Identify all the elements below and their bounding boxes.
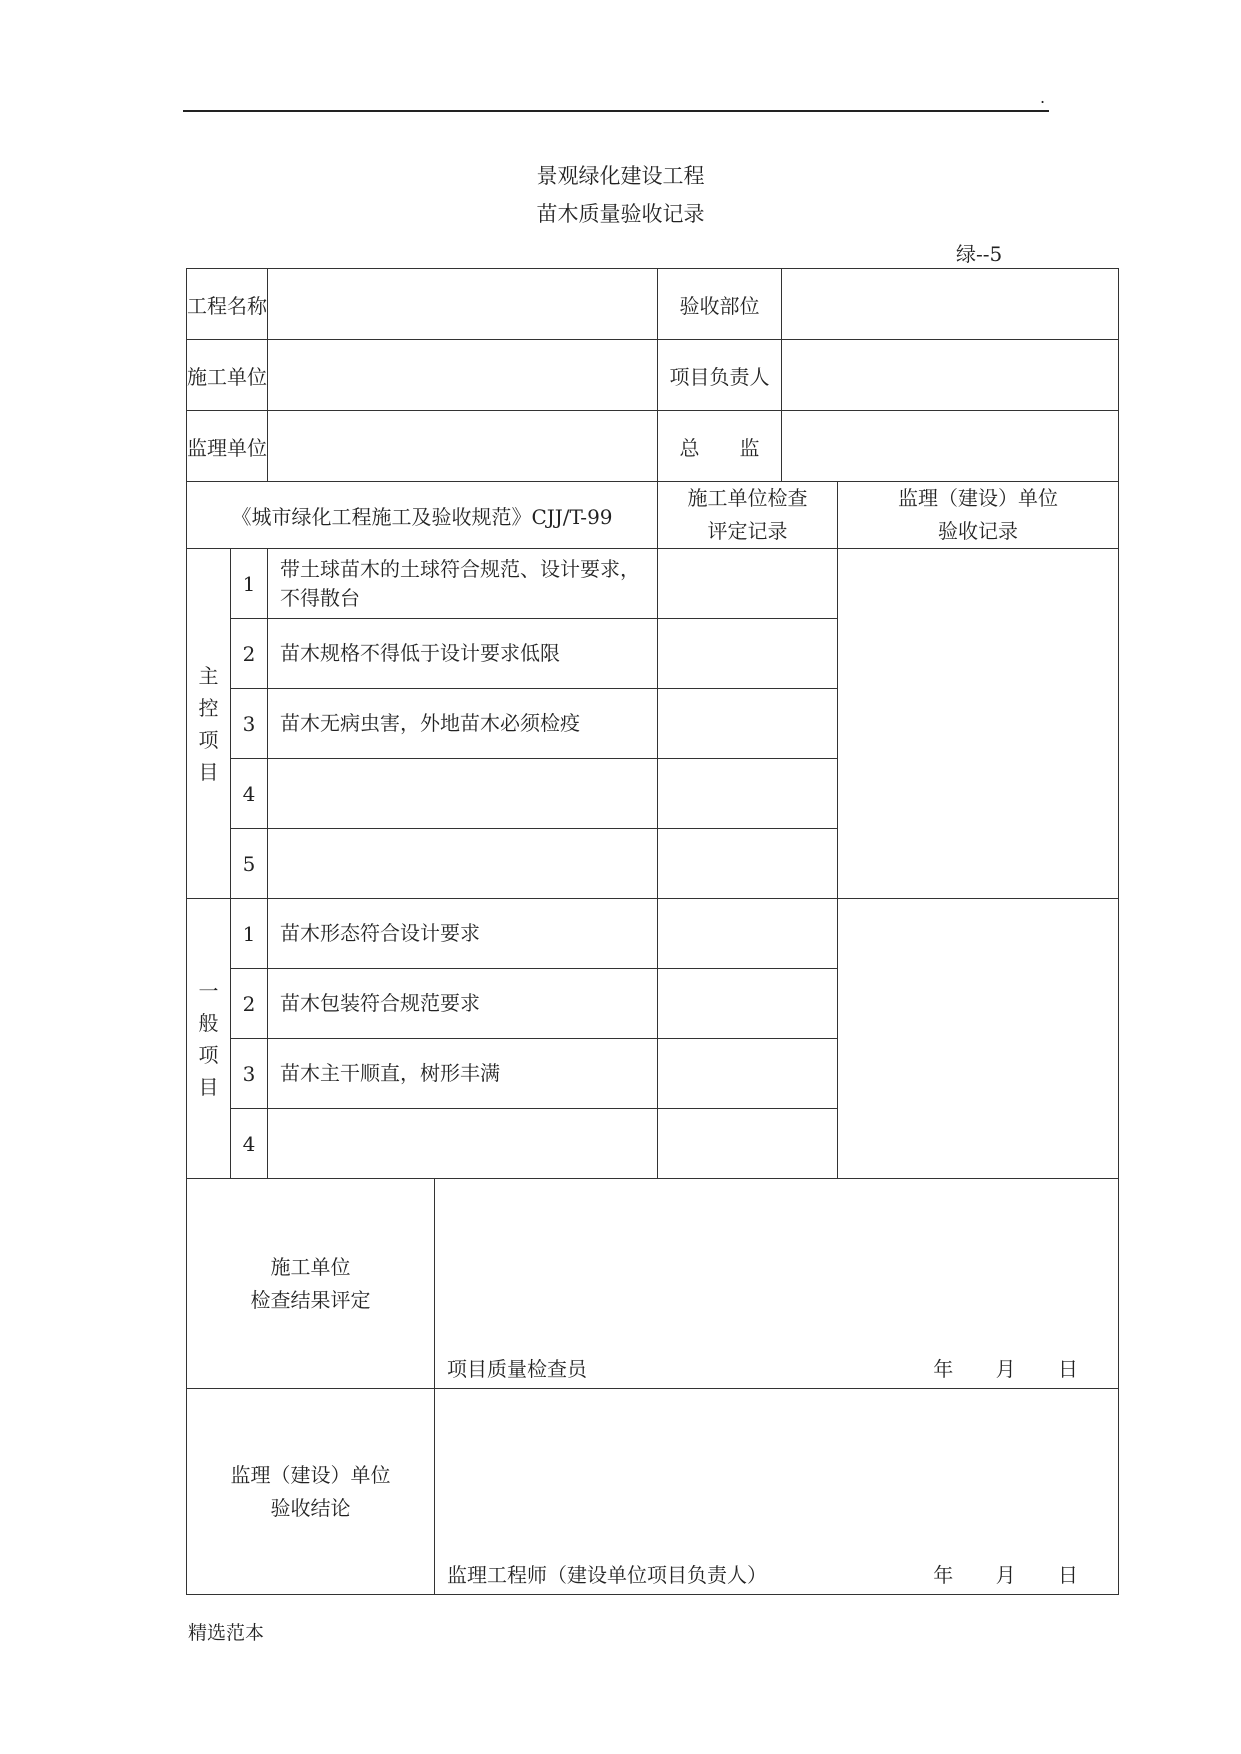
supervision-check-header-line1: 监理（建设）单位 [898, 486, 1058, 510]
document-title: 景观绿化建设工程 [536, 164, 705, 188]
project-manager-label: 项目负责人 [658, 340, 782, 411]
general-item-text: 苗木形态符合设计要求 [268, 899, 658, 969]
main-items-label-char: 项 [198, 727, 219, 752]
acceptance-part-label: 验收部位 [658, 269, 782, 340]
general-item-number: 4 [231, 1109, 268, 1179]
supervision-result-label-line1: 监理（建设）单位 [230, 1462, 391, 1487]
project-name-label: 工程名称 [187, 269, 268, 340]
main-items-supervision-record[interactable] [838, 549, 1119, 899]
construction-result-date [897, 1353, 1078, 1382]
supervision-result-field[interactable] [435, 1389, 1119, 1595]
main-item-construction-record[interactable] [658, 549, 838, 619]
project-name-field[interactable] [268, 269, 658, 340]
day-label: 日 [1058, 1357, 1078, 1381]
main-item-number: 3 [231, 689, 268, 759]
general-item-text: 苗木主干顺直，树形丰满 [268, 1039, 658, 1109]
supervision-engineer-label: 监理工程师（建设单位项目负责人） [447, 1563, 767, 1587]
construction-check-header [658, 482, 838, 549]
year-label: 年 [933, 1563, 954, 1587]
main-item-construction-record[interactable] [658, 759, 838, 829]
construction-unit-label: 施工单位 [187, 340, 268, 411]
construction-result-field[interactable] [435, 1179, 1119, 1389]
construction-result-label [187, 1179, 435, 1389]
general-items-label-char: 项 [198, 1042, 219, 1067]
supervision-result-date [897, 1559, 1078, 1588]
quality-inspector-label: 项目质量检查员 [447, 1357, 587, 1381]
main-item-text: 苗木无病虫害，外地苗木必须检疫 [268, 689, 658, 759]
main-item-number: 2 [231, 619, 268, 689]
main-item-text[interactable] [268, 759, 658, 829]
main-item-construction-record[interactable] [658, 829, 838, 899]
general-item-construction-record[interactable] [658, 1109, 838, 1179]
spec-header: 《城市绿化工程施工及验收规范》CJJ/T-99 [187, 482, 658, 549]
chief-supervisor-label: 总 监 [658, 411, 782, 482]
main-items-label-char: 目 [198, 759, 219, 784]
document-subtitle: 苗木质量验收记录 [536, 202, 705, 226]
construction-unit-field[interactable] [268, 340, 658, 411]
acceptance-part-field[interactable] [782, 269, 1119, 340]
header-dot: . [1040, 88, 1046, 107]
main-item-number: 4 [231, 759, 268, 829]
general-items-label-char: 目 [198, 1074, 219, 1099]
main-item-text[interactable] [268, 829, 658, 899]
footer-text: 精选范本 [188, 1622, 265, 1644]
general-item-number: 1 [231, 899, 268, 969]
supervision-result-label [187, 1389, 435, 1595]
main-item-construction-record[interactable] [658, 619, 838, 689]
project-manager-field[interactable] [782, 340, 1119, 411]
form-code: 绿--5 [956, 242, 1003, 266]
general-item-construction-record[interactable] [658, 1039, 838, 1109]
main-items-label-char: 主 [198, 663, 219, 688]
main-items-label [187, 549, 231, 899]
main-item-number: 5 [231, 829, 268, 899]
main-items-label-char: 控 [198, 695, 219, 720]
general-items-supervision-record[interactable] [838, 899, 1119, 1179]
supervision-result-label-line2: 验收结论 [270, 1495, 351, 1520]
general-items-label [187, 899, 231, 1179]
main-item-number: 1 [231, 549, 268, 619]
main-item-construction-record[interactable] [658, 689, 838, 759]
general-items-label-char: 般 [198, 1010, 219, 1035]
month-label: 月 [995, 1563, 1016, 1587]
general-item-text[interactable] [268, 1109, 658, 1179]
chief-supervisor-field[interactable] [782, 411, 1119, 482]
day-label: 日 [1058, 1563, 1078, 1587]
general-item-text: 苗木包装符合规范要求 [268, 969, 658, 1039]
acceptance-form-table [186, 268, 1119, 1595]
month-label: 月 [995, 1357, 1016, 1381]
main-item-text: 带土球苗木的土球符合规范、设计要求，不得散台 [268, 549, 658, 619]
construction-check-header-line1: 施工单位检查 [687, 486, 808, 510]
construction-check-header-line2: 评定记录 [707, 519, 788, 543]
supervision-unit-label: 监理单位 [187, 411, 268, 482]
year-label: 年 [933, 1357, 954, 1381]
general-items-label-char: 一 [198, 978, 219, 1003]
construction-result-label-line1: 施工单位 [270, 1254, 351, 1279]
supervision-check-header [838, 482, 1119, 549]
general-item-construction-record[interactable] [658, 899, 838, 969]
general-item-number: 3 [231, 1039, 268, 1109]
supervision-check-header-line2: 验收记录 [938, 519, 1018, 543]
supervision-unit-field[interactable] [268, 411, 658, 482]
construction-result-label-line2: 检查结果评定 [250, 1287, 371, 1312]
main-item-text: 苗木规格不得低于设计要求低限 [268, 619, 658, 689]
general-item-number: 2 [231, 969, 268, 1039]
header-rule [183, 110, 1049, 112]
general-item-construction-record[interactable] [658, 969, 838, 1039]
